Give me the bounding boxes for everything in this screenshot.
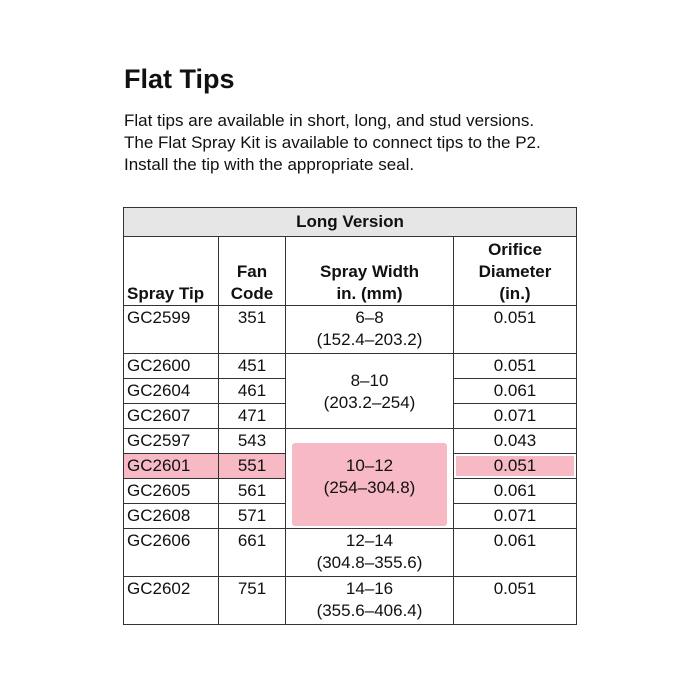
cell-spray-width-highlighted	[286, 429, 454, 529]
table-row	[124, 306, 577, 354]
cell-spray-tip: GC2600	[124, 354, 219, 379]
intro-paragraph	[124, 110, 684, 176]
cell-orifice: 0.071	[454, 404, 577, 429]
intro-line-3: Install the tip with the appropriate seal.	[124, 155, 415, 174]
cell-orifice: 0.051	[454, 354, 577, 379]
table-header-row	[124, 237, 577, 306]
cell-spray-tip: GC2604	[124, 379, 219, 404]
flat-tips-table	[123, 207, 577, 625]
cell-orifice: 0.061	[454, 529, 577, 577]
cell-orifice: 0.043	[454, 429, 577, 454]
page-title: Flat Tips	[124, 64, 235, 94]
cell-spray-tip: GC2597	[124, 429, 219, 454]
cell-spray-tip: GC2605	[124, 479, 219, 504]
cell-spray-width: 6–8 (152.4–203.2)	[286, 306, 454, 354]
cell-spray-width: 8–10 (203.2–254)	[286, 354, 454, 429]
cell-fan-code-highlighted: 551	[219, 454, 286, 479]
cell-fan-code: 571	[219, 504, 286, 529]
cell-orifice: 0.051	[454, 306, 577, 354]
cell-orifice: 0.061	[454, 379, 577, 404]
cell-fan-code: 661	[219, 529, 286, 577]
header-spray-width: Spray Width in. (mm)	[286, 237, 454, 306]
cell-orifice: 0.051	[454, 577, 577, 625]
cell-spray-tip: GC2599	[124, 306, 219, 354]
cell-orifice: 0.071	[454, 504, 577, 529]
header-orifice-diameter: Orifice Diameter (in.)	[454, 237, 577, 306]
cell-fan-code: 543	[219, 429, 286, 454]
cell-spray-width: 12–14 (304.8–355.6)	[286, 529, 454, 577]
table-row	[124, 354, 577, 379]
cell-spray-tip: GC2607	[124, 404, 219, 429]
table-row	[124, 429, 577, 454]
table-row	[124, 577, 577, 625]
cell-fan-code: 451	[219, 354, 286, 379]
spray-width-text: 10–12 (254–304.8)	[323, 456, 416, 497]
cell-spray-tip: GC2608	[124, 504, 219, 529]
cell-spray-width: 14–16 (355.6–406.4)	[286, 577, 454, 625]
header-fan-code: Fan Code	[219, 237, 286, 306]
cell-fan-code: 561	[219, 479, 286, 504]
cell-fan-code: 351	[219, 306, 286, 354]
cell-fan-code: 751	[219, 577, 286, 625]
cell-orifice-highlighted: 0.051	[454, 454, 577, 479]
cell-orifice: 0.061	[454, 479, 577, 504]
intro-line-1: Flat tips are available in short, long, and stud versions.	[124, 111, 535, 130]
intro-line-2: The Flat Spray Kit is available to connect tips to the P2.	[124, 133, 541, 152]
cell-spray-tip-highlighted: GC2601	[124, 454, 219, 479]
cell-spray-tip: GC2606	[124, 529, 219, 577]
cell-fan-code: 471	[219, 404, 286, 429]
cell-fan-code: 461	[219, 379, 286, 404]
table-row	[124, 529, 577, 577]
cell-spray-tip: GC2602	[124, 577, 219, 625]
table-caption: Long Version	[124, 208, 577, 237]
header-spray-tip: Spray Tip	[124, 237, 219, 306]
